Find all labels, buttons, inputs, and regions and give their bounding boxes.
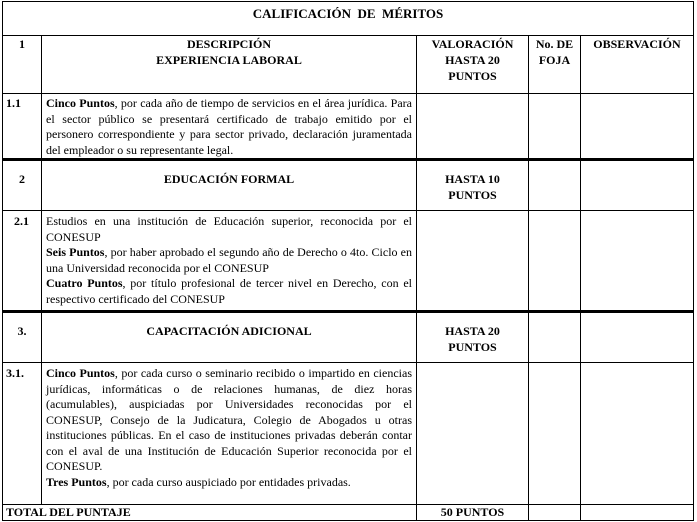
- row-divider: [2, 362, 694, 363]
- column-divider: [580, 35, 581, 521]
- item-text: , por cada año de tiempo de servicios en el área jurídica. Para el sector público se presentará certificado de trabajo emitido por el personero correspondiente y para sector privado, declaración juramentada del empleador o su representante legal.: [46, 96, 413, 157]
- item-number: 3.1.: [6, 366, 24, 380]
- header-foja-line1: No. DE: [535, 37, 574, 51]
- item-points-label: Cinco Puntos: [46, 366, 115, 380]
- table-title: CALIFICACIÓN DE MÉRITOS: [252, 6, 444, 21]
- item-points-label: Cuatro Puntos: [46, 276, 123, 290]
- column-divider: [416, 35, 417, 521]
- section-value-educacion: HASTA 10 PUNTOS: [445, 172, 500, 202]
- item-text: Estudios en una institución de Educación superior, reconocida por el CONESUP: [46, 214, 412, 244]
- header-foja: [529, 37, 580, 68]
- row-divider: [2, 310, 694, 313]
- item-description: [46, 96, 412, 158]
- section-title-capacitacion: CAPACITACIÓN ADICIONAL: [146, 324, 312, 338]
- item-description: [46, 214, 412, 307]
- item-text: , por haber aprobado el segundo año de Derecho o 4to. Ciclo en una Universidad reconocida por el CONESUP: [46, 245, 412, 275]
- header-valoracion: VALORACIÓN: [431, 37, 514, 51]
- header-number: 1: [19, 37, 25, 51]
- section-value-experiencia: HASTA 20 PUNTOS: [445, 53, 500, 83]
- item-points-label: Cinco Puntos: [46, 96, 115, 110]
- table-border-top: [2, 1, 694, 2]
- section-number: 3.: [17, 324, 27, 338]
- row-divider: [2, 210, 694, 211]
- table-border-right: [693, 1, 694, 521]
- item-paragraph: [46, 276, 412, 307]
- section-value-capacitacion: HASTA 20 PUNTOS: [445, 324, 500, 354]
- item-paragraph: [46, 245, 412, 276]
- item-text: , por título profesional de tercer nivel en Derecho, con el respectivo certificado del CONESUP: [46, 276, 412, 306]
- section-number: 2: [19, 172, 25, 186]
- header-row-divider: [2, 93, 694, 94]
- section-title-educacion: EDUCACIÓN FORMAL: [163, 172, 295, 186]
- item-description: [46, 366, 412, 490]
- item-points-label: Seis Puntos: [46, 245, 105, 259]
- title-row-divider: [2, 35, 694, 36]
- column-divider: [41, 35, 42, 505]
- header-descripcion: DESCRIPCIÓN: [186, 37, 271, 51]
- item-paragraph: [46, 366, 412, 475]
- header-foja-line2: FOJA: [538, 52, 571, 67]
- item-points-label: Tres Puntos: [46, 474, 107, 489]
- item-paragraph: [46, 475, 412, 491]
- item-text: , por cada curso auspiciado por entidades privadas.: [106, 474, 351, 489]
- header-observacion: OBSERVACIÓN: [593, 37, 681, 51]
- item-number: 1.1: [6, 96, 21, 110]
- item-paragraph: [46, 214, 412, 245]
- table-border-left: [2, 1, 3, 521]
- column-divider: [528, 35, 529, 521]
- section-title-experiencia: EXPERIENCIA LABORAL: [156, 53, 302, 67]
- item-text: , por cada curso o seminario recibido o impartido en ciencias jurídicas, informáticas o de relaciones humanas, de diez horas (acumulables), auspiciadas por Universidades reconocidas por el CONESUP, Consejo de la Judicatura, Colegio de Abogados u otras instituciones públicas. En el caso de instituciones privadas deberán contar con el aval de una Institución de Educación Superior reconocida por el CONESUP.: [46, 366, 413, 473]
- total-label: TOTAL DEL PUNTAJE: [6, 505, 131, 519]
- row-divider: [2, 158, 694, 161]
- item-number: 2.1: [14, 214, 29, 228]
- total-value: 50 PUNTOS: [440, 505, 505, 519]
